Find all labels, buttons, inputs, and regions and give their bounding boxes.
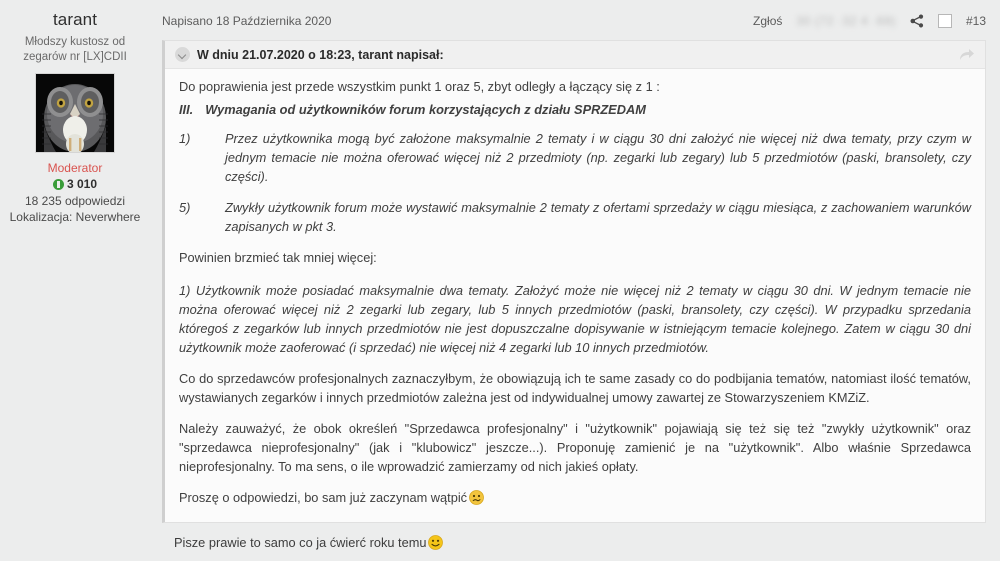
reputation-value: 3 010 [66,177,98,191]
list-item-number: 1) [179,131,191,146]
author-username[interactable]: tarant [52,10,98,29]
post-header [150,6,1000,36]
closing-text: Proszę o odpowiedzi, bo sam już zaczynam wątpić [179,490,468,505]
section-title: Wymagania od użytkowników forum korzystających z działu SPRZEDAM [205,102,646,117]
share-icon[interactable] [910,14,924,28]
author-rank-badge: Moderator [47,161,103,175]
redacted-text: 30 (72 ·32 4 ·69) [796,14,896,28]
reply-arrow-icon[interactable] [959,48,975,62]
author-post-count: 18 235 odpowiedzi [24,194,126,208]
quote-list-item [179,129,971,186]
report-button[interactable]: Zgłoś [753,14,783,28]
reputation-badge-icon [53,179,64,190]
quote-list-item [179,198,971,236]
post-body [150,36,1000,553]
chevron-down-icon[interactable] [175,47,190,62]
post-header-actions [753,14,986,28]
owl-avatar-icon [36,74,114,152]
post-main-column [150,0,1000,561]
quote-professional-sellers-paragraph: Co do sprzedawców profesjonalnych zaznaczyłbym, że obowiązują ich te same zasady co do podbijania tematów, natomiast ilość tematów, wystawianych zegarków i innych przedmiotów zależna jest od indywidualnej umowy zawartej ze Stowarzyszeniem KMZiZ. [179,371,971,405]
list-item-text: Przez użytkownika mogą być założone maksymalnie 2 tematy i w ciągu 30 dni założyć nie więcej niż dwa tematy, przy czym w jednym temacie nie można oferować więcej niż 2 przedmioty (np. zegarki lub zegary) lub 5 przedmiotów (paski, bransolety, czy części). [225,131,971,184]
post-select-checkbox[interactable] [938,14,952,28]
quote-proposal-paragraph: 1) Użytkownik może posiadać maksymalnie dwa tematy. Założyć może nie więcej niż 2 tematy w ciągu 30 dni. W jednym temacie nie można oferować więcej niż 2 zegarki lub zegary, lub 5 innych przedmiotów (paski, bransolety, czy części). W przypadku sprzedania któregoś z zegarków lub innych przedmiotów nie jest dopuszczalne dopisywanie w istniejącym temacie kolejnego. Zatem w ciągu 30 dni użytkownik może zaoferować (i sprzedać) nie więcej niż 4 zegarki lub 10 innych przedmiotów. [179,283,971,355]
section-number: III. [179,102,194,117]
quote-terminology-paragraph: Należy zauważyć, że obok określeń "Sprzedawca profesjonalny" i "użytkownik" pojawiają się też się też "zwykły użytkownik" oraz "sprzedawca nieprofesjonalny" (jak i "klubowicz" jeszcze...). Proponuję zamienić je na "użytkownik". Albo właśnie Sprzedawca nieprofesjonalny. To ma sens, o ile wprowadzić zamierzamy od nich jakieś opłaty. [179,421,971,474]
post-number[interactable]: #13 [965,14,986,28]
quote-intro: Do poprawienia jest przede wszystkim punkt 1 oraz 5, zbyt odległy a łączący się z 1 : [179,79,660,94]
author-location: Lokalizacja: Neverwhere [9,210,141,224]
author-reputation [8,177,142,191]
post-date[interactable]: Napisano 18 Października 2020 [162,14,332,28]
post-reply-text [162,523,986,553]
reply-text: Pisze prawie to samo co ja ćwierć roku temu [174,535,427,550]
avatar[interactable] [35,73,115,153]
quote-header[interactable] [165,41,985,69]
smiley-icon [428,535,443,553]
quote-content [165,69,985,522]
list-item-number: 5) [179,200,191,215]
quote-header-text: W dniu 21.07.2020 o 18:23, tarant napisał: [197,47,444,62]
confused-smiley-icon [469,490,484,510]
quote-lead-in: Powinien brzmieć tak mniej więcej: [179,250,377,265]
list-item-text: Zwykły użytkownik forum może wystawić maksymalnie 2 tematy z ofertami sprzedaży w ciągu miesiąca, z zachowaniem warunków zapisanych w pkt 3. [225,200,971,234]
post-author-sidebar [0,0,150,561]
author-user-title: Młodszy kustosz od zegarów nr [LX]CDII [23,36,127,63]
quote-closing-paragraph [179,488,971,510]
quote-section-heading [179,100,971,119]
quote-block [162,40,986,523]
